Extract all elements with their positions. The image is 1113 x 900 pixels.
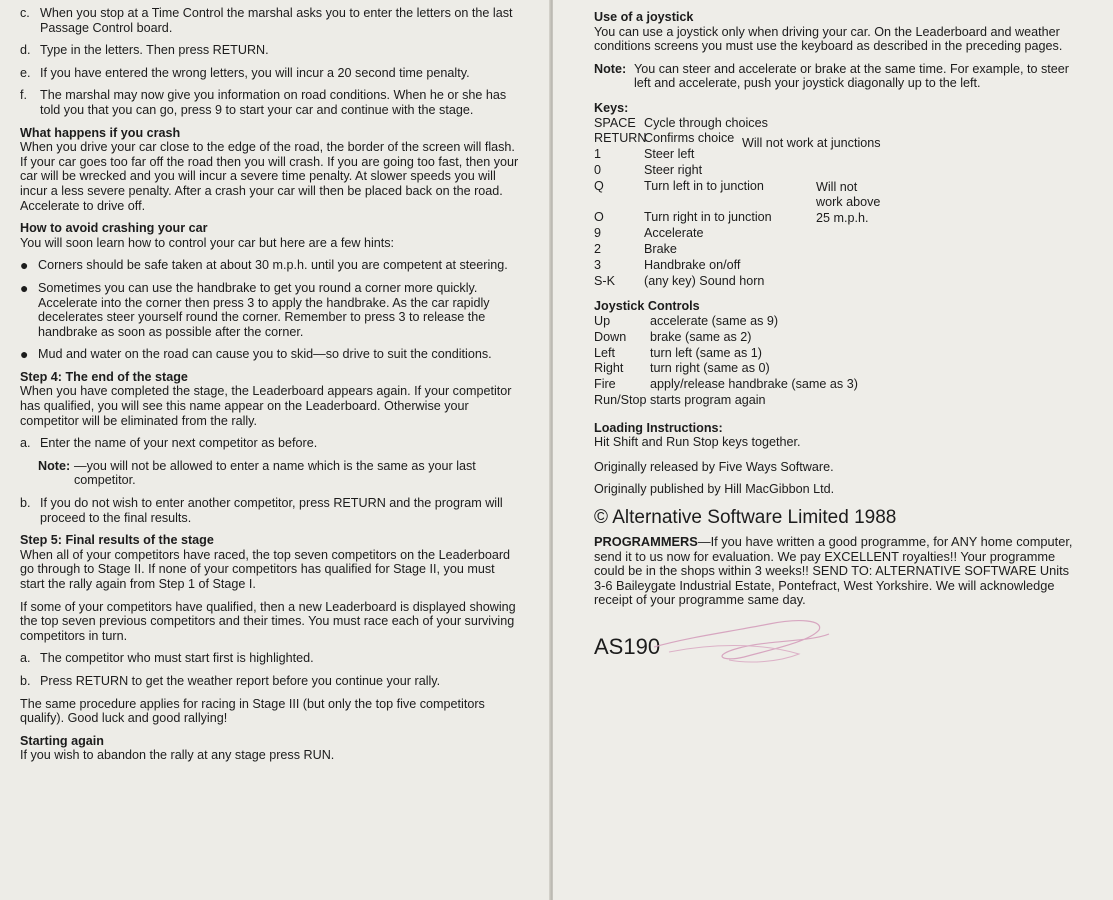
joy-row: Fire apply/release handbrake (same as 3) xyxy=(594,377,858,392)
step5-text-3: The same procedure applies for racing in Stage III (but only the top five competitors qualify). Good luck and good rallying! xyxy=(20,696,485,726)
joystick-text: You can use a joystick only when driving your car. On the Leaderboard and weather conditions screens you must use the keyboard as described in the preceding pages. xyxy=(594,24,1063,54)
key-row: Q Turn left in to junction xyxy=(594,178,764,193)
joy-row: Up accelerate (same as 9) xyxy=(594,313,779,328)
key-row: 9 Accelerate xyxy=(594,226,704,241)
step4-item-a: a. Enter the name of your next competitor as before. xyxy=(20,436,318,451)
bullet-icon: ● xyxy=(20,279,29,296)
step4-item-b: b. If you do not wish to enter another competitor, press RETURN and the program will proceed to the final results. xyxy=(20,496,503,525)
key-row: 2 Brake xyxy=(594,241,677,256)
catalog-number: AS190 xyxy=(594,634,714,660)
bullet-icon: ● xyxy=(20,257,29,274)
step-item-f: f. The marshal may now give you information on road conditions. When he or she has told you that you can go, press 9 to start your car and continue with the stage. xyxy=(20,88,507,117)
joystick-heading: Use of a joystick xyxy=(594,10,694,24)
key-row: SPACE Cycle through choices xyxy=(594,115,768,130)
hint-bullet-1: ● Corners should be safe taken at about 30 m.p.h. until you are competent at steering. xyxy=(20,257,508,274)
step4-heading: Step 4: The end of the stage xyxy=(20,369,188,384)
key-row: 1 Steer left xyxy=(594,147,695,162)
step5-item-a: a. The competitor who must start first is highlighted. xyxy=(20,651,314,666)
step5-text-1: When all of your competitors have raced, the top seven competitors on the Leaderboard go through to Stage II. If none of your competitors has qualified for Stage II, you must start the rally again from Step 1 of Stage I. xyxy=(20,547,511,591)
keys-heading: Keys: xyxy=(594,100,629,115)
loading-text: Hit Shift and Run Stop keys together. xyxy=(594,435,801,450)
step5-text-2: If some of your competitors have qualified, then a new Leaderboard is displayed showing the top seven previous competitors and their times. You must race each of your surviving competitors in turn. xyxy=(20,599,516,643)
step5-heading: Step 5: Final results of the stage xyxy=(20,533,214,548)
runstop-line: Run/Stop starts program again xyxy=(594,392,766,407)
joy-row: Right turn right (same as 0) xyxy=(594,361,770,376)
bullet-icon: ● xyxy=(20,346,29,363)
joystick-controls-table xyxy=(594,314,1079,409)
loading-heading: Loading Instructions: xyxy=(594,420,723,435)
left-page xyxy=(0,0,551,900)
key-row: 0 Steer right xyxy=(594,162,703,177)
again-heading: Starting again xyxy=(20,733,104,748)
crash-heading: What happens if you crash xyxy=(20,125,181,140)
hint-bullet-3: ● Mud and water on the road can cause you to skid—so drive to suit the conditions. xyxy=(20,346,492,363)
again-text: If you wish to abandon the rally at any stage press RUN. xyxy=(20,748,335,763)
right-page xyxy=(553,0,1113,900)
published-line: Originally published by Hill MacGibbon Ltd. xyxy=(594,482,835,497)
junction-note: Will not work at junctions xyxy=(742,135,881,150)
key-row: O Turn right in to junction xyxy=(594,210,772,225)
joy-row: Down brake (same as 2) xyxy=(594,329,752,344)
step-item-c: c. When you stop at a Time Control the marshal asks you to enter the letters on the last Passage Control board. xyxy=(20,6,513,35)
joystick-note: Note: You can steer and accelerate or brake at the same time. For example, to steer left and accelerate, push your joystick diagonally up to the left. xyxy=(594,61,1069,91)
released-line: Originally released by Five Ways Software. xyxy=(594,459,834,474)
pen-scrawl-icon xyxy=(649,612,839,672)
step4-text: When you have completed the stage, the Leaderboard appears again. If your competitor has qualified, you will see this name appear on the Leaderboard. Otherwise your competitor will be eliminated from the rally. xyxy=(20,384,512,428)
key-row: 3 Handbrake on/off xyxy=(594,257,741,272)
keys-table xyxy=(594,116,1079,290)
programmers-text: PROGRAMMERS—If you have written a good programme, for ANY home computer, send it to us now for evaluation. We pay EXCELLENT royalties!! Your programme could be in the shops within 3 weeks!! SEND TO: ALTERNATIVE SOFTWARE Units 3-6 Baileygate Industrial Estate, Pontefract, West Yorkshire. We will acknowledge receipt of your programme same day. xyxy=(594,534,1073,608)
crash-text: When you drive your car close to the edge of the road, the border of the screen will flash. If your car goes too far off the road then you will crash. If you are going too fast, then your car will be wrecked and you will incur a severe time penalty. At slower speeds you will incur a less severe penalty. After a crash your car will then be placed back on the road. Accelerate to drive off. xyxy=(20,140,519,213)
key-row: S-K (any key) Sound horn xyxy=(594,273,765,288)
key-row: RETURN Confirms choice xyxy=(594,131,735,146)
joy-row: Left turn left (same as 1) xyxy=(594,345,762,360)
step5-item-b: b. Press RETURN to get the weather report before you continue your rally. xyxy=(20,673,441,688)
step4-note: Note: —you will not be allowed to enter a name which is the same as your last competitor. xyxy=(38,458,476,488)
joystick-controls-heading: Joystick Controls xyxy=(594,299,700,314)
hint-bullet-2: ● Sometimes you can use the handbrake to get you round a corner more quickly. Accelerate into the corner then press 3 to apply the handbrake. As the car rapidly decelerates steer yourself round the corner. Remember to press 3 to release the handbrake as soon as possible after the corner. xyxy=(20,279,490,339)
speed-note: Will not work above 25 m.p.h. xyxy=(816,179,881,226)
avoid-heading: How to avoid crashing your car xyxy=(20,221,208,236)
avoid-intro: You will soon learn how to control your car but here are a few hints: xyxy=(20,235,395,250)
step-item-e: e. If you have entered the wrong letters, you will incur a 20 second time penalty. xyxy=(20,65,470,80)
copyright-line: © Alternative Software Limited 1988 xyxy=(594,507,897,529)
step-item-d: d. Type in the letters. Then press RETURN. xyxy=(20,43,269,58)
